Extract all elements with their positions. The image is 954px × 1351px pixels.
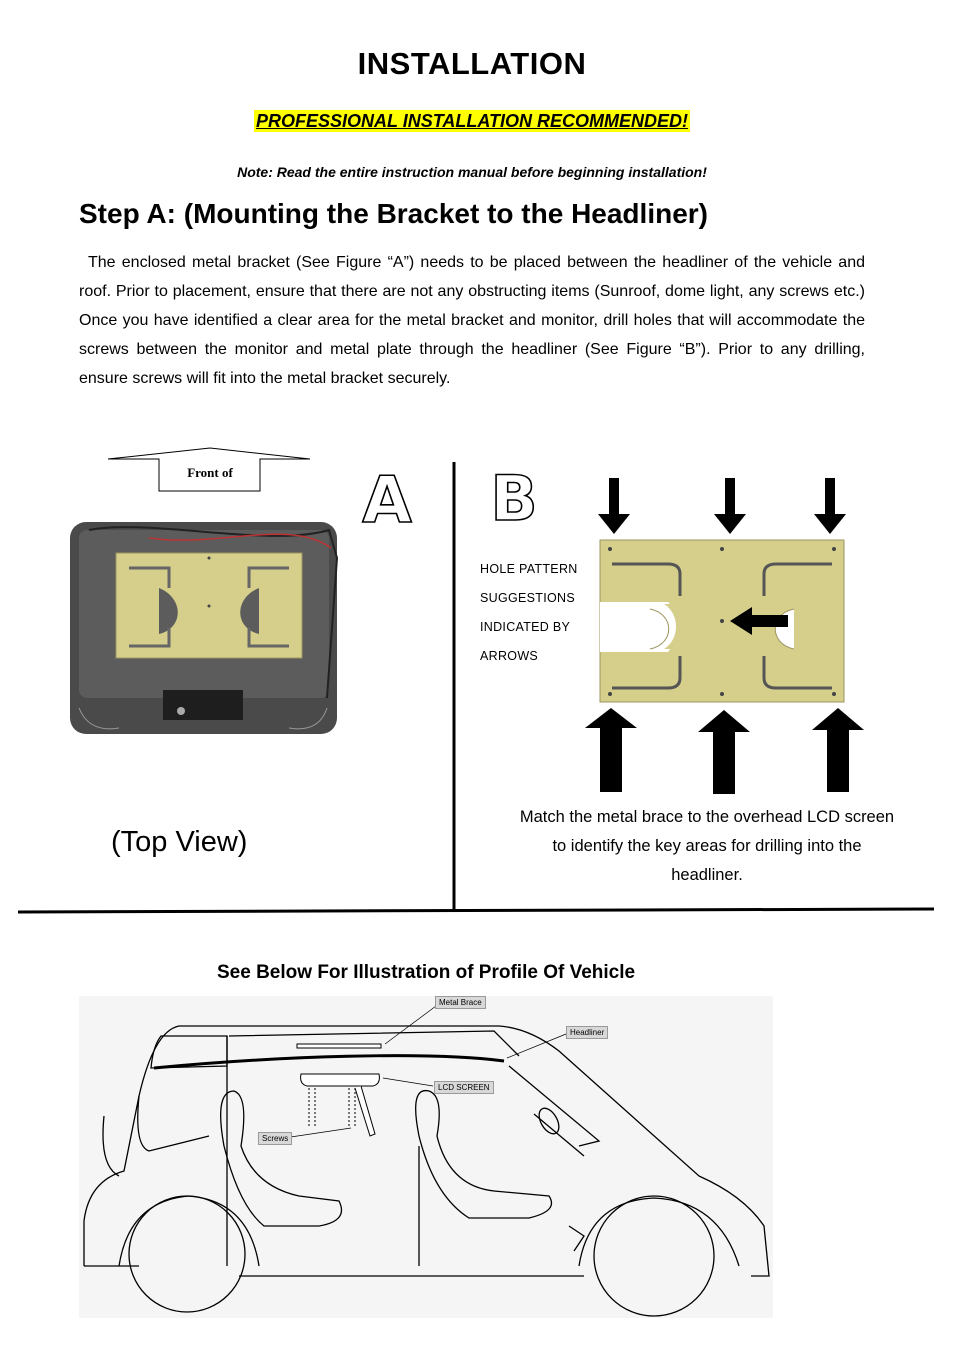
monitor-top-view [69, 518, 339, 736]
hint-line-3: INDICATED BY [480, 620, 571, 634]
top-view-caption: (Top View) [111, 826, 248, 858]
metal-brace-shape [297, 1044, 381, 1048]
figure-b-caption: Match the metal brace to the overhead LCD screen to identify the key areas for drilling into the headliner. [519, 808, 895, 884]
figure-b-letter [490, 460, 538, 535]
screws-label: Screws [258, 1132, 292, 1145]
hint-line-1: HOLE PATTERN [480, 562, 578, 576]
control-panel [163, 690, 243, 720]
profile-heading: See Below For Illustration of Profile Of Vehicle [217, 962, 636, 983]
headliner-label: Headliner [566, 1026, 608, 1039]
svg-text:B: B [490, 462, 538, 535]
down-arrow-icon [598, 478, 630, 534]
metal-bracket-a [116, 553, 302, 658]
down-arrow-icon [714, 478, 746, 534]
hint-line-4: ARROWS [480, 649, 539, 663]
down-arrow-icon [814, 478, 846, 534]
note-text: Note: Read the entire instruction manual before beginning installation! [237, 164, 707, 180]
hint-line-2: SUGGESTIONS [480, 591, 575, 605]
vehicle-profile-illustration [79, 996, 773, 1318]
up-arrow-icon [698, 710, 750, 794]
bracket-hole-pattern [580, 474, 870, 798]
step-heading: Step A: (Mounting the Bracket to the Headliner) [79, 198, 708, 229]
lcd-screen-label: LCD SCREEN [434, 1081, 494, 1094]
page-title: INSTALLATION [357, 46, 587, 81]
up-arrow-icon [585, 708, 637, 792]
front-label: Front of [187, 465, 233, 480]
svg-text:A: A [362, 464, 412, 538]
warning-line [0, 111, 944, 132]
figure-a-letter [362, 462, 412, 538]
metal-bracket-b [600, 540, 844, 702]
warning-banner: PROFESSIONAL INSTALLATION RECOMMENDED! [256, 111, 688, 131]
metal-brace-label: Metal Brace [435, 996, 486, 1009]
up-arrow-icon [812, 708, 864, 792]
instructions-paragraph: The enclosed metal bracket (See Figure “A”) needs to be placed between the headliner of the vehicle and roof. Prior to placement, ensure that there are not any obstructing items (Sunroof, dome light, any screws etc.) Once you have identified a clear area for the metal bracket and monitor, drill holes that will accommodate the screws between the monitor and metal plate through the headliner (See Figure “B”). Prior to any drilling, ensure screws will fit into the metal bracket securely. [79, 254, 865, 387]
